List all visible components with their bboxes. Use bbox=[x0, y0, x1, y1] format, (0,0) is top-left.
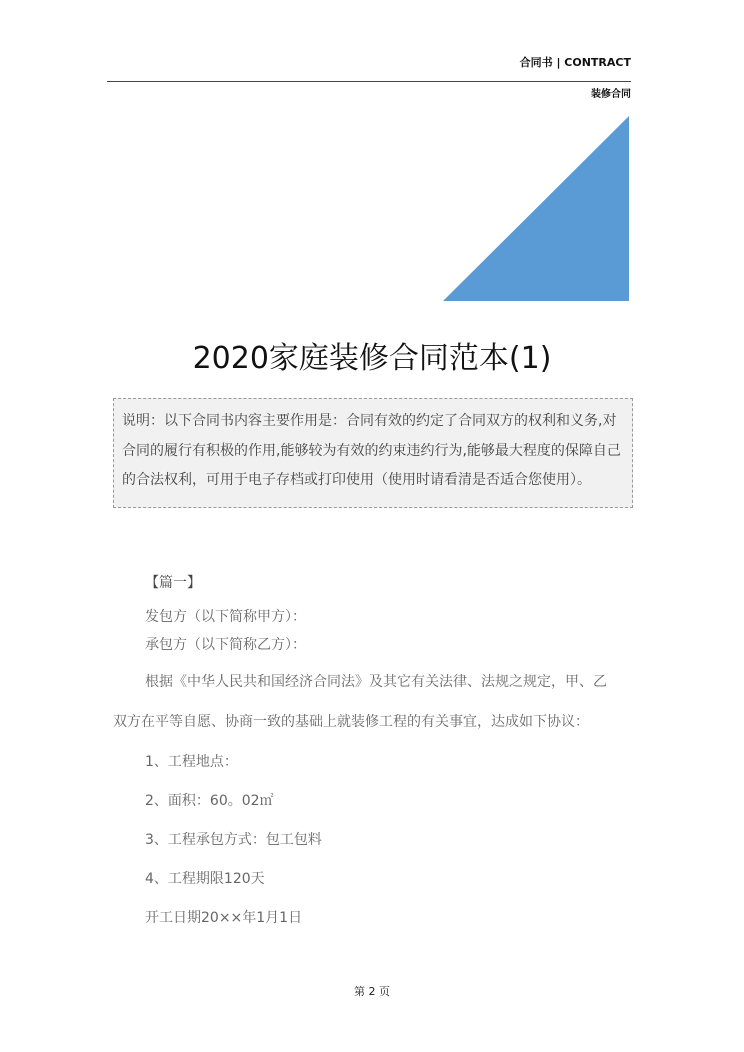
intro-line-1: 根据《中华人民共和国经济合同法》及其它有关法律、法规之规定，甲、乙 bbox=[145, 674, 607, 690]
page-number: 第 2 页 bbox=[354, 985, 390, 998]
section-label: 【篇一】 bbox=[145, 575, 201, 591]
party-b-line: 承包方（以下简称乙方）： bbox=[145, 637, 306, 653]
party-a-line: 发包方（以下简称甲方）： bbox=[145, 609, 306, 625]
item-contract-method: 3、工程承包方式：包工包料 bbox=[145, 832, 322, 848]
intro-line-2: 双方在平等自愿、协商一致的基础上就装修工程的有关事宜，达成如下协议： bbox=[113, 714, 589, 730]
header-subtitle: 装修合同 bbox=[591, 89, 631, 100]
start-date: 开工日期20××年1月1日 bbox=[145, 910, 303, 926]
item-location: 1、工程地点： bbox=[145, 754, 238, 770]
decorative-triangle bbox=[443, 116, 629, 301]
notice-box: 说明：以下合同书内容主要作用是：合同有效的约定了合同双方的权利和义务,对合同的履行有积极的作用,能够较为有效的约束违约行为,能够最大程度的保障自己的合法权利，可用于电子存档或打印使用（使用时请看清是否适合您使用）。 bbox=[113, 398, 633, 508]
header-contract-label: 合同书 | CONTRACT bbox=[519, 56, 631, 69]
item-area: 2、面积：60。02㎡ bbox=[145, 793, 274, 809]
document-title: 2020家庭装修合同范本(1) bbox=[192, 341, 552, 376]
header-divider bbox=[107, 81, 631, 82]
item-duration: 4、工程期限120天 bbox=[145, 871, 265, 887]
